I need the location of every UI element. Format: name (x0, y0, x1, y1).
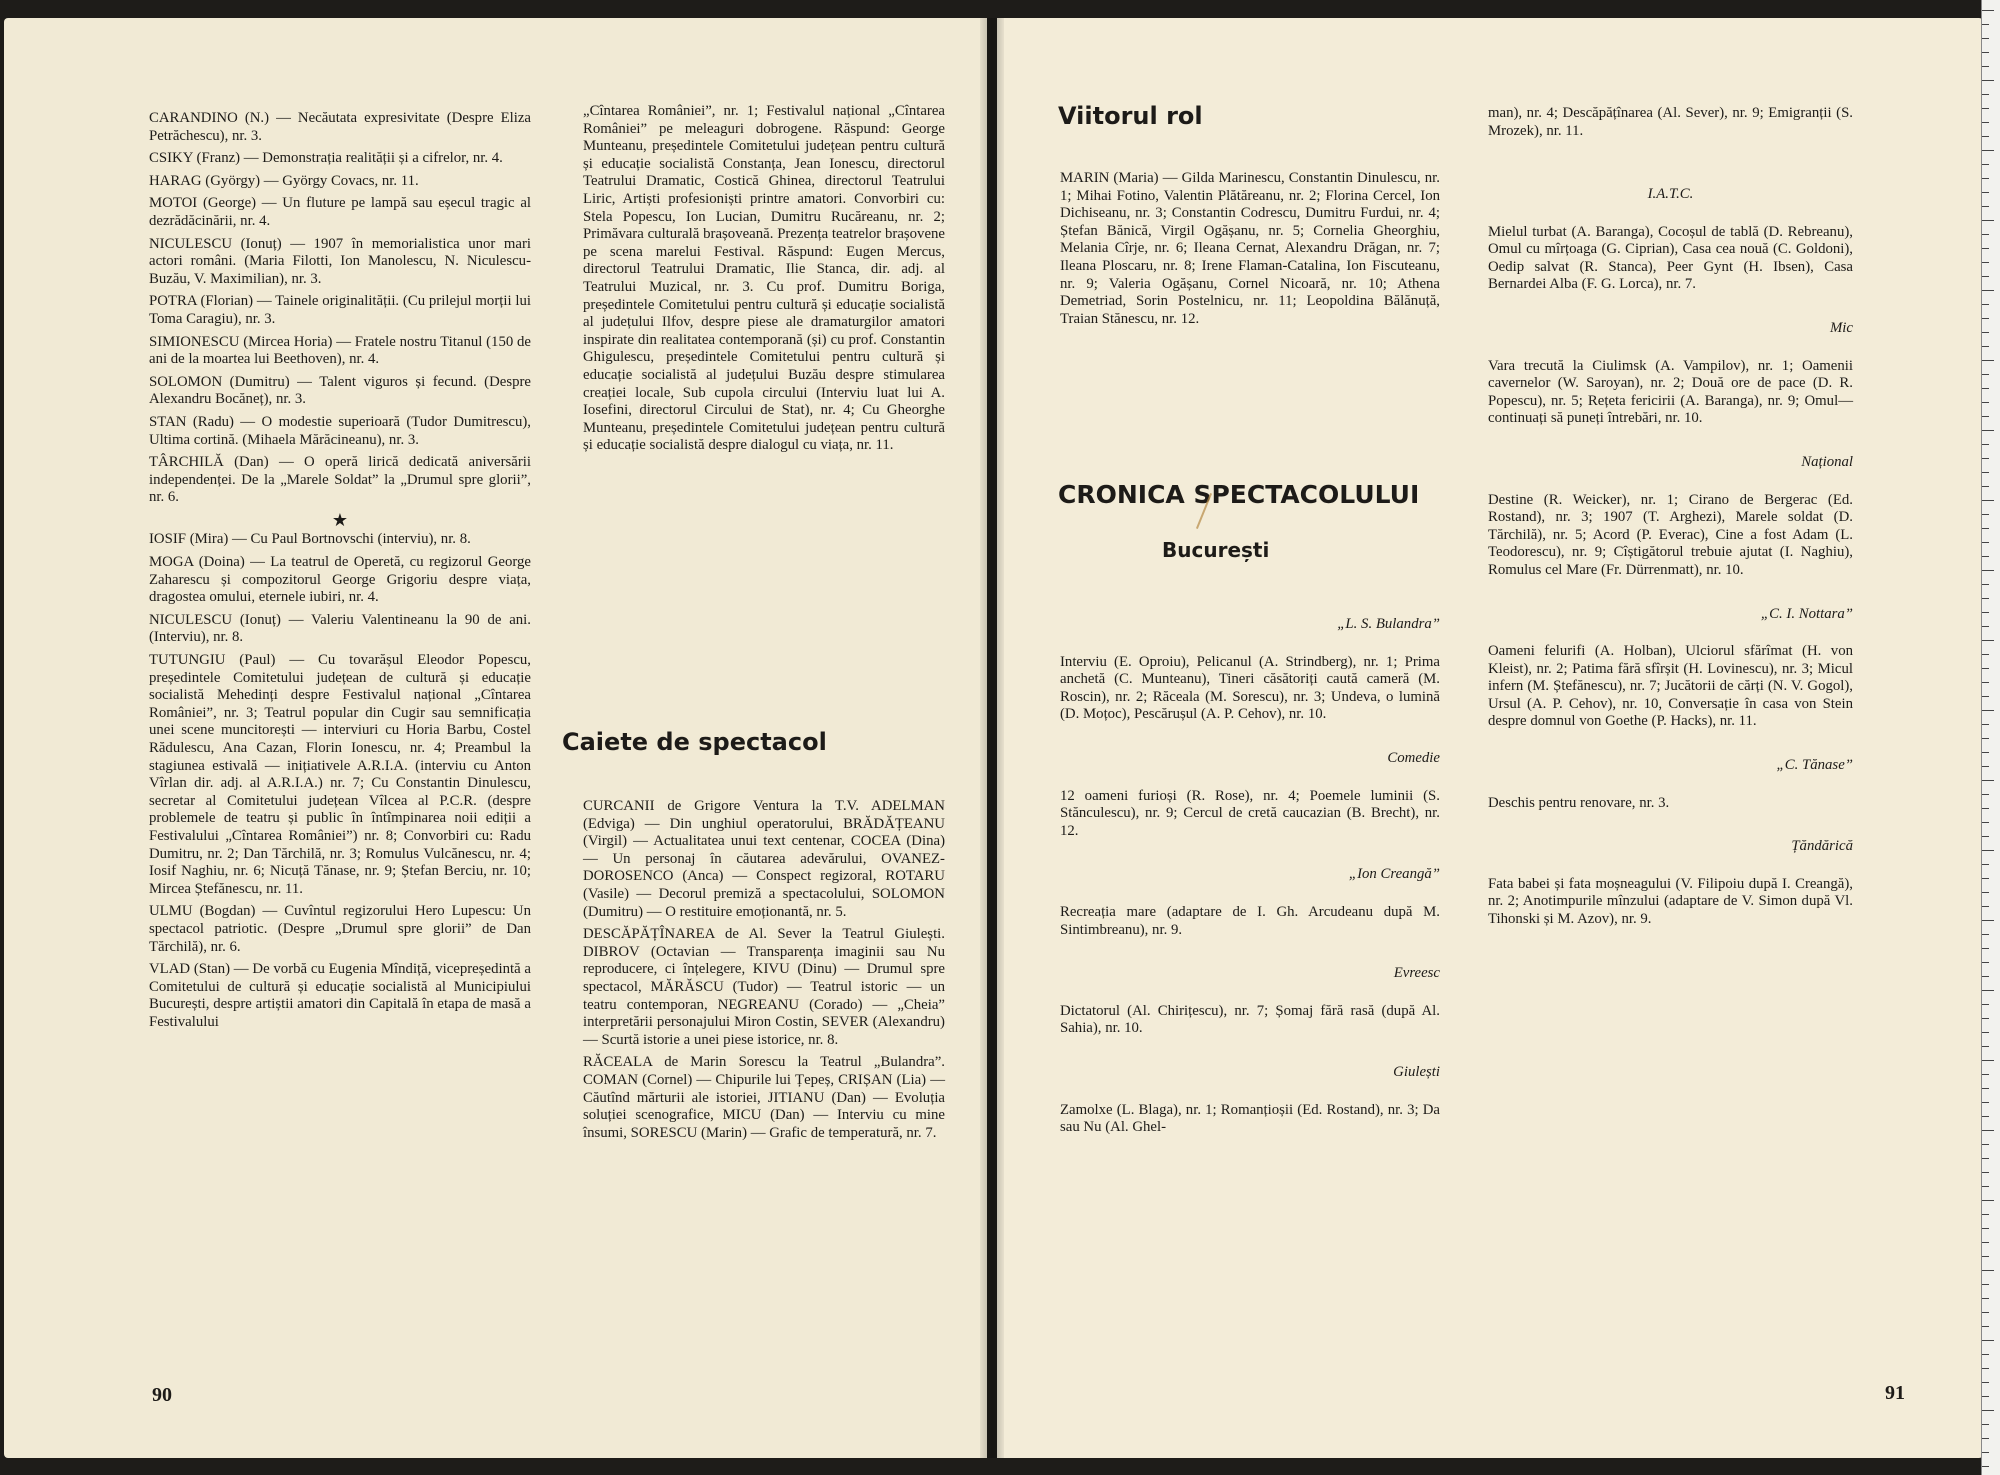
heading-cronica-spectacolului: CRONICA SPECTACOLULUI (1058, 480, 1420, 509)
right-column-2 (1488, 160, 1853, 934)
index-entry: TUTUNGIU (Paul) — Cu tovarășul Eleodor Popescu, președintele Comitetului județean de cultură și educație socialistă Mehedinți despre Festivalul național „Cîntarea României”, nr. 3; Teatrul popular din Cugir sau semnificația unei scene muncitorești — interviuri cu Horia Barbu, Costel Rădulescu, Ana Cazan, Florin Ionescu, nr. 4; Preambul la stagiunea estivală — inițiativele A.R.I.A. (interviu cu Anton Vîrlan dir. adj. al A.R.I.A.) nr. 7; Cu Constantin Dinulescu, secretar al Comitetului județean Vîlcea al P.C.R. (despre problemele de teatru și public în întîmpinarea noii ediții a Festivalului „Cîntarea României”) nr. 8; Convorbiri cu: Radu Dumitru, nr. 2; Dan Tărchilă, nr. 3; Romulus Vulcănescu, nr. 4; Iosif Naghiu, nr. 6; Nicuță Tănase, nr. 9; Ștefan Berciu, nr. 10; Mircea Ștefănescu, nr. 11. (149, 652, 531, 897)
theatre-subheading: I.A.T.C. (1647, 186, 1694, 202)
index-entry: MOTOI (George) — Un fluture pe lampă sau eșecul tragic al dezrădăcinării, nr. 4. (149, 195, 531, 229)
theatre-subheading: „Ion Creangă” (1348, 866, 1440, 883)
theatre-subheading: Național (1801, 453, 1853, 470)
theatre-entry: Destine (R. Weicker), nr. 1; Cirano de Bergerac (Ed. Rostand), nr. 3; 1907 (T. Arghezi), Marele soldat (D. Tărchilă), nr. 5; Acord (P. Everac), Cine a fost Adam (L. Teodorescu), nr. 9; Cîștigătorul trebuie ajutat (I. Naghiu), Romulus cel Mare (Fr. Dürrenmatt), nr. 10. (1488, 491, 1853, 578)
index-entry: CURCANII de Grigore Ventura la T.V. ADELMAN (Edviga) — Din unghiul operatorului, BRĂDĂȚEANU (Virgil) — Actualitatea unui text centenar, COCEA (Dina) — Un personaj în căutarea adevărului, OVANEZ-DOROSENCO (Anca) — Conspect regizoral, ROTARU (Vasile) — Decorul premiză a spectacolului, SOLOMON (Dumitru) — O restituire emoționantă, nr. 5. (583, 798, 945, 920)
index-entry: CARANDINO (N.) — Necăutata expresivitate (Despre Eliza Petrăchescu), nr. 3. (149, 110, 531, 144)
scale-ruler (1981, 0, 2000, 1475)
theatre-entry: Vara trecută la Ciulimsk (A. Vampilov), nr. 1; Oamenii cavernelor (W. Saroyan), nr. 2; Două ore de pace (D. R. Popescu), nr. 5; Rețeta fericirii (A. Baranga), nr. 9; Omul—continuați să puneți întrebări, nr. 10. (1488, 357, 1853, 427)
index-entry: ULMU (Bogdan) — Cuvîntul regizorului Hero Lupescu: Un spectacol patriotic. (Despre „Drumul spre glorii” de Dan Tărchilă), nr. 6. (149, 903, 531, 955)
index-entry: RĂCEALA de Marin Sorescu la Teatrul „Bulandra”. COMAN (Cornel) — Chipurile lui Țepeș, CRIȘAN (Lia) — Căutînd mărturii ale istoriei, JITIANU (Dan) — Evoluția soluției scenografice, MICU (Dan) — Interviu cu mine însumi, SORESCU (Marin) — Grafic de temperatură, nr. 7. (583, 1054, 945, 1141)
theatre-entry: 12 oameni furioși (R. Rose), nr. 4; Poemele luminii (S. Stănculescu), nr. 9; Cercul de cretă caucazian (B. Brecht), nr. 12. (1060, 787, 1440, 839)
index-entry: TÂRCHILĂ (Dan) — O operă lirică dedicată aniversării independenței. De la „Marele Soldat” la „Drumul spre glorii”, nr. 6. (149, 454, 531, 506)
index-entry: IOSIF (Mira) — Cu Paul Bortnovschi (interviu), nr. 8. (149, 531, 471, 548)
index-entry: DESCĂPĂȚÎNAREA de Al. Sever la Teatrul Giulești. DIBROV (Octavian — Transparența imaginii sau Nu reproducere, ci înțelegere, KIVU (Dinu) — Drumul spre spectacol, MĂRĂSCU (Tudor) — Teatrul istoric — un teatru contemporan, NEGREANU (Corado) — „Cheia” interpretării personajului Miron Costin, SEVER (Alexandru) — Scurtă istorie a unei piese istorice, nr. 8. (583, 926, 945, 1048)
index-entry: MOGA (Doina) — La teatrul de Operetă, cu regizorul George Zaharescu și compozitorul George Grigoriu despre viața, dragostea omului, eternele iubiri, nr. 4. (149, 554, 531, 606)
theatre-entry: Recreația mare (adaptare de I. Gh. Arcudeanu după M. Sintimbreanu), nr. 9. (1060, 903, 1440, 938)
theatre-entry: Dictatorul (Al. Chirițescu), nr. 7; Șomaj fără rasă (după Al. Sahia), nr. 10. (1060, 1002, 1440, 1037)
index-entry: VLAD (Stan) — De vorbă cu Eugenia Mîndiță, vicepreședintă a Comitetului de cultură și educație socialistă al Municipiului București, despre artiștii amatori din Capitală în etapa de masă a Festivalului (149, 961, 531, 1030)
right-column-2-top: man), nr. 4; Descăpățînarea (Al. Sever), nr. 9; Emigranții (S. Mrozek), nr. 11. (1488, 105, 1853, 139)
index-entry: CSIKY (Franz) — Demonstrația realității și a cifrelor, nr. 4. (149, 150, 503, 167)
theatre-subheading: Comedie (1387, 749, 1440, 766)
theatre-entry: Interviu (E. Oproiu), Pelicanul (A. Strindberg), nr. 1; Prima anchetă (C. Munteanu), Tineri căsătoriți caută cameră (M. Roscin), nr. 2; Răceala (M. Sorescu), nr. 3; Undeva, o lumină (D. Moțoc), Pescărușul (A. P. Cehov), nr. 10. (1060, 653, 1440, 723)
index-entry: SIMIONESCU (Mircea Horia) — Fratele nostru Titanul (150 de ani de la moartea lui Beethoven), nr. 4. (149, 333, 531, 368)
theatre-subheading: Evreesc (1393, 965, 1440, 982)
theatre-subheading: Giulești (1393, 1063, 1440, 1080)
index-entry: STAN (Radu) — O modestie superioară (Tudor Dumitrescu), Ultima cortină. (Mihaela Mărăcineanu), nr. 3. (149, 413, 531, 448)
index-entry: POTRA (Florian) — Tainele originalității. (Cu prilejul morții lui Toma Caragiu), nr. 3. (149, 293, 531, 327)
book-gutter (980, 18, 1004, 1458)
theatre-subheading: Țăndărică (1791, 838, 1853, 855)
star-separator-icon: ★ (331, 509, 349, 530)
index-entry: NICULESCU (Ionuț) — 1907 în memorialistica unor mari actori români. (Maria Filotti, Ion Manolescu, N. Niculescu-Buzău, V. Maximilian), nr. 3. (149, 235, 531, 287)
theatre-subheading: „C. I. Nottara” (1760, 605, 1853, 622)
theatre-entry: Zamolxe (L. Blaga), nr. 1; Romanțioșii (Ed. Rostand), nr. 3; Da sau Nu (Al. Ghel- (1060, 1101, 1440, 1136)
index-entry: „Cîntarea României”, nr. 1; Festivalul național „Cîntarea României” pe meleaguri dobrogene. Răspund: George Munteanu, președintele Comitetului județean pentru cultură și educație socialistă Constanța, Jean Ionescu, directorul Teatrului Dramatic, Costică Ghinea, directorul Teatrului Liric, Artiști profesioniști printre amatori. Convorbiri cu: Stela Popescu, Ion Lucian, Dumitru Rucăreanu, nr. 2; Primăvara culturală brașoveană. Prezența teatrelor brașovene pe scena marelui Festival. Răspund: Eugen Mercus, directorul Teatrului Dramatic, Ilie Stanca, dir. adj. al Teatrului Muzical, nr. 3. Cu prof. Dumitru Boriga, președintele Comitetului pentru cultură și educație socialistă al județului Ilfov, despre piese ale dramaturgilor amatori inspirate din realitatea contemporană (și) cu prof. Constantin Ghigulescu, președintele Comitetului pentru cultură și educație socialistă al județului Buzău despre stimularea creației locale, Sub cupola circului (Interviu luat lui A. Iosefini, directorul Circului de Stat), nr. 4; Cu Gheorghe Munteanu, președintele Comitetului județean pentru cultură și educație socialistă despre dialogul cu viața, nr. 11. (583, 103, 945, 454)
left-column-2 (583, 103, 945, 460)
left-column-2-caiete (583, 798, 945, 1147)
theatre-entry: Oameni felurifi (A. Holban), Ulciorul sfărîmat (H. von Kleist), nr. 2; Patima fără sfîrșit (H. Lovinescu), nr. 3; Micul infern (M. Ștefănescu), nr. 7; Jucătorii de cărți (N. V. Gogol), Ursul (A. P. Cehov), nr. 10, Conversație în casa von Stein despre domnul von Goethe (P. Hacks), nr. 11. (1488, 643, 1853, 730)
theatre-entry: Fata babei și fata moșneagului (V. Filipoiu după I. Creangă), nr. 2; Anotimpurile mînzului (adaptare de V. Simon după Vl. Tihonski și M. Azov), nr. 9. (1488, 875, 1853, 928)
page-number-left: 90 (152, 1384, 172, 1406)
index-entry: NICULESCU (Ionuț) — Valeriu Valentineanu la 90 de ani. (Interviu), nr. 8. (149, 611, 531, 646)
theatre-entry: Mielul turbat (A. Baranga), Cocoșul de tablă (D. Rebreanu), Omul cu mîrțoaga (G. Ciprian), Casa cea nouă (C. Goldoni), Oedip salvat (R. Stanca), Peer Gynt (H. Ibsen), Casa Bernardei Alba (F. G. Lorca), nr. 7. (1488, 223, 1853, 293)
index-entry: SOLOMON (Dumitru) — Talent viguros și fecund. (Despre Alexandru Bocăneț), nr. 3. (149, 373, 531, 408)
theatre-subheading: Mic (1829, 319, 1853, 336)
heading-viitorul-rol: Viitorul rol (1058, 102, 1203, 130)
theatre-subheading: „C. Tănase” (1776, 757, 1853, 774)
heading-caiete-de-spectacol: Caiete de spectacol (562, 728, 827, 756)
viitorul-rol-text: MARIN (Maria) — Gilda Marinescu, Constantin Dinulescu, nr. 1; Mihai Fotino, Valentin Plătăreanu, nr. 2; Florina Cercel, Ion Dichiseanu, nr. 3; Constantin Codrescu, Dumitru Furdui, nr. 4; Ștefan Bănică, Virgil Ogășanu, nr. 5; Cornelia Gheorghiu, Melania Cîrje, nr. 6; Ileana Cernat, Alexandru Drăgan, nr. 7; Ileana Ploscaru, nr. 8; Irene Flaman-Catalina, Ion Fiscuteanu, nr. 9; Valeria Ogășanu, Cornel Nicoară, nr. 10; Athena Demetriad, Sorin Postelnicu, nr. 11; Leopoldina Bălănuță, Traian Stănescu, nr. 12. (1060, 170, 1440, 327)
theatre-subheading: „L. S. Bulandra” (1337, 616, 1440, 632)
page-number-right: 91 (1885, 1382, 1905, 1404)
index-entry: HARAG (György) — György Covacs, nr. 11. (149, 172, 419, 189)
left-column-1 (149, 110, 531, 1037)
right-column-1 (1060, 590, 1440, 1142)
heading-bucuresti: București (1162, 538, 1270, 562)
theatre-entry: Deschis pentru renovare, nr. 3. (1488, 794, 1670, 811)
